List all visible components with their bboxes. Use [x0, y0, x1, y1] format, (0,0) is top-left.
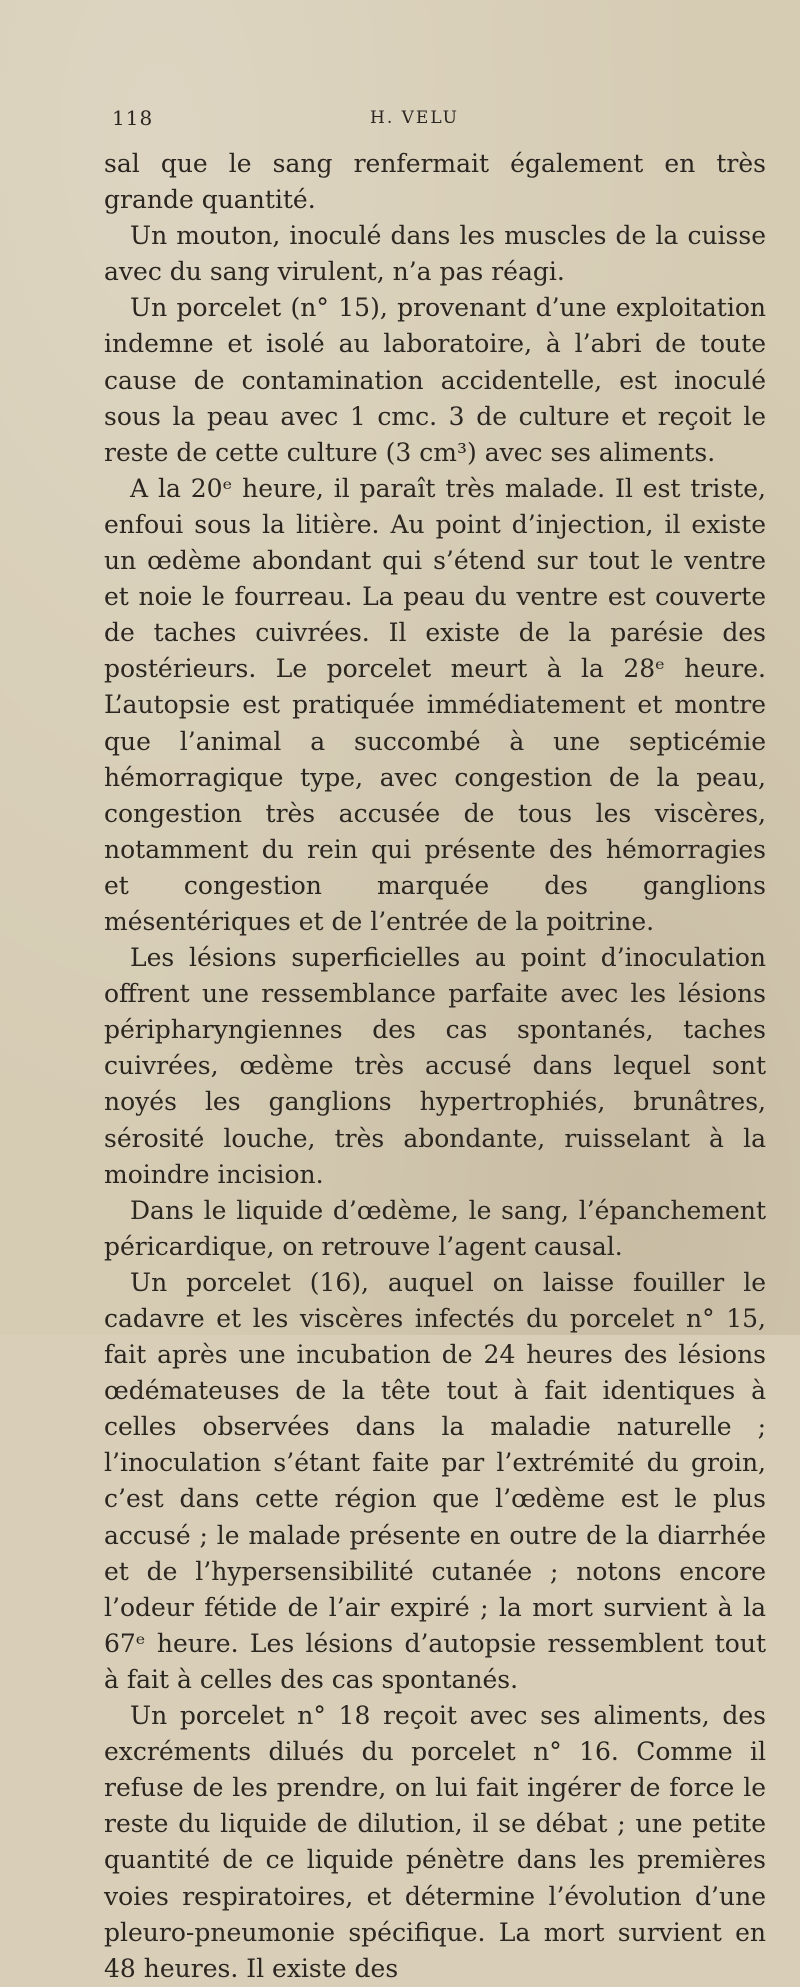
paragraph: sal que le sang renfermait également en très grande quantité. — [104, 149, 766, 215]
page-header — [112, 106, 762, 134]
paragraph: Un porcelet (16), auquel on laisse fouiller le cadavre et les viscères infectés du porcelet n° 15, fait après une incubation de 24 heures des lésions œdémateuses de la tête tout à fait identiques à celles observées dans la maladie naturelle ; l’inoculation s’étant faite par l’extrémité du groin, c’est dans cette région que l’œdème est le plus accusé ; le malade présente en outre de la diarrhée et de l’hypersensibilité cutanée ; notons encore l’odeur fétide de l’air expiré ; la mort survient à la 67ᵉ heure. Les lésions d’autopsie ressemblent tout à fait à celles des cas spontanés. — [104, 1267, 766, 1694]
paragraph: A la 20ᵉ heure, il paraît très malade. Il est triste, enfoui sous la litière. Au point d’injection, il existe un œdème abondant qui s’étend sur tout le ventre et noie le fourreau. La peau du ventre est couverte de taches cuivrées. Il existe de la parésie des postérieurs. Le porcelet meurt à la 28ᵉ heure. L’autopsie est pratiquée immédiatement et montre que l’animal a succombé à une septicémie hémorragique type, avec congestion de la peau, congestion très accusée de tous les viscères, notamment du rein qui présente des hémorragies et congestion marquée des ganglions mésentériques et de l’entrée de la poitrine. — [104, 473, 766, 936]
running-head: H. VELU — [370, 108, 460, 128]
paragraph: Les lésions superficielles au point d’inoculation offrent une ressemblance parfaite avec les lésions péripharyngiennes des cas spontanés, taches cuivrées, œdème très accusé dans lequel sont noyés les ganglions hypertrophiés, brunâtres, sérosité louche, très abondante, ruisselant à la moindre incision. — [104, 943, 766, 1189]
paragraph: Dans le liquide d’œdème, le sang, l’épanchement péricardique, on retrouve l’agent causal. — [104, 1195, 766, 1261]
body-text — [104, 146, 766, 1987]
paragraph: Un porcelet (n° 15), provenant d’une exploitation indemne et isolé au laboratoire, à l’abri de toute cause de contamination accidentelle, est inoculé sous la peau avec 1 cmc. 3 de culture et reçoit le reste de cette culture (3 cm³) avec ses aliments. — [104, 293, 766, 467]
paragraph: Un porcelet n° 18 reçoit avec ses aliments, des excréments dilués du porcelet n° 16. Comme il refuse de les prendre, on lui fait ingérer de force le reste du liquide de dilution, il se débat ; une petite quantité de ce liquide pénètre dans les premières voies respiratoires, et détermine l’évolution d’une pleuro-pneumonie spécifique. La mort survient en 48 heures. Il existe des — [104, 1701, 766, 1983]
paragraph: Un mouton, inoculé dans les muscles de la cuisse avec du sang virulent, n’a pas réagi. — [104, 221, 766, 287]
page-number: 118 — [112, 106, 154, 130]
